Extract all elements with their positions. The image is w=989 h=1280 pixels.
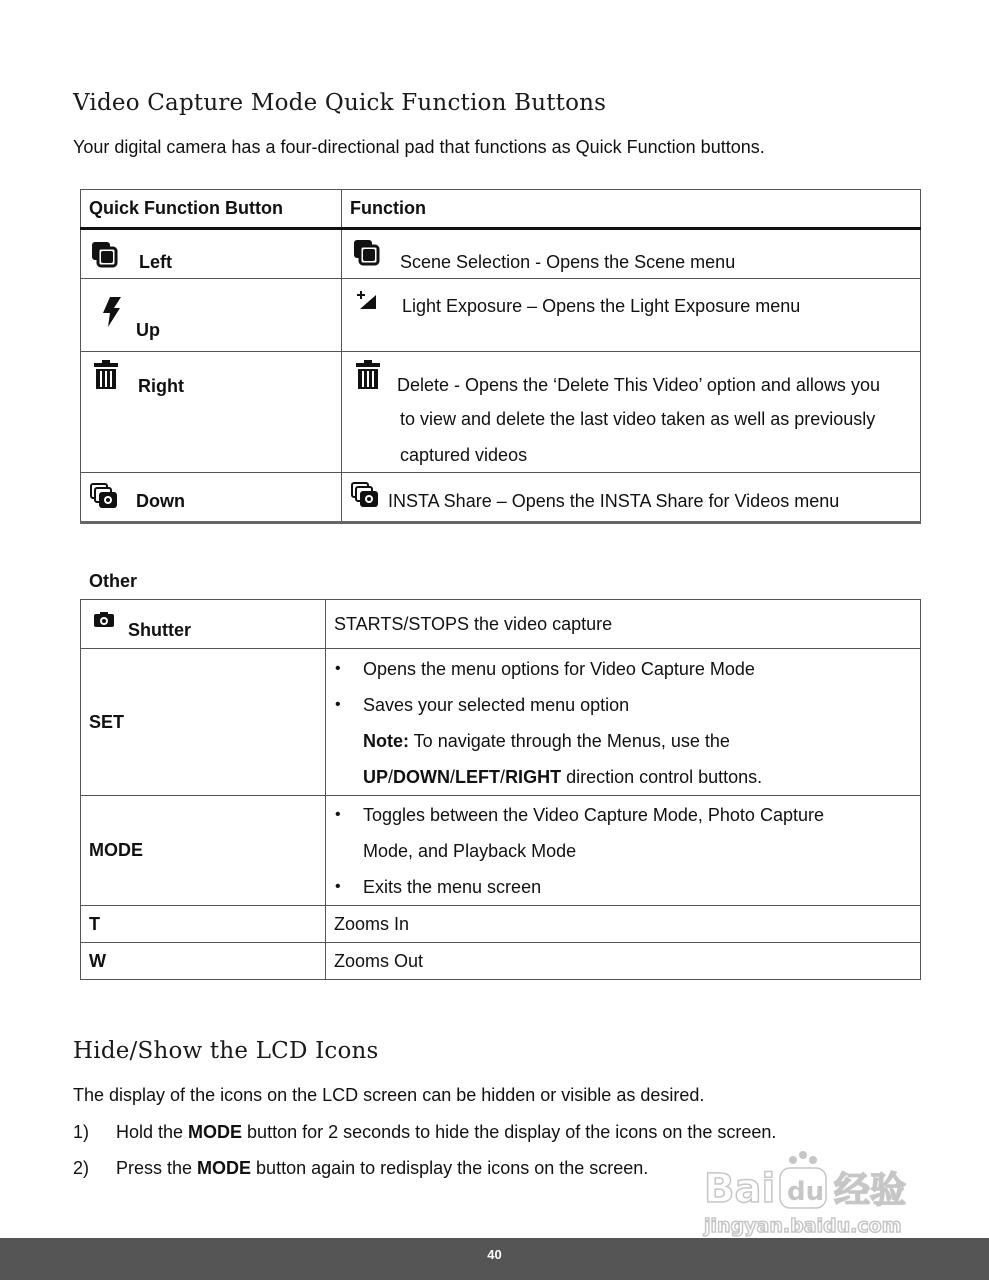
button-label-mode: MODE: [89, 840, 143, 860]
function-text-t: Zooms In: [334, 913, 410, 934]
page-footer: [0, 1238, 989, 1280]
mode-bullet1: Toggles between the Video Capture Mode, Photo Capture: [363, 805, 824, 825]
function-text-w: Zooms Out: [334, 950, 424, 971]
svg-text:jingyan.baidu.com: jingyan.baidu.com: [704, 1215, 902, 1237]
note-label: Note:: [363, 731, 409, 751]
page-number: 40: [487, 1247, 502, 1262]
table-row: [81, 600, 921, 649]
trash-icon: [355, 360, 381, 395]
dir-right: RIGHT: [505, 767, 562, 787]
section-title-video-capture: Video Capture Mode Quick Function Buttons: [73, 90, 607, 116]
slash: /: [450, 767, 456, 787]
insta-share-icon: [90, 483, 118, 514]
direction-buttons-line: [334, 759, 912, 795]
section-intro: Your digital camera has a four-directional pad that functions as Quick Function buttons.: [73, 137, 765, 157]
insta-share-icon: [351, 482, 379, 513]
step-bold: MODE: [197, 1158, 252, 1178]
exposure-icon: [356, 291, 378, 316]
table-row: [81, 906, 921, 943]
camera-icon: [93, 612, 115, 633]
function-text-right-line1: Delete - Opens the ‘Delete This Video’ option and allows you: [397, 375, 880, 395]
note-text: To navigate through the Menus, use the: [409, 731, 730, 751]
list-item: • Opens the menu options for Video Capture Mode: [334, 651, 912, 687]
slash: /: [500, 767, 506, 787]
button-label-right: Right: [138, 376, 184, 396]
set-note: [334, 723, 912, 759]
button-label-t: T: [89, 913, 100, 934]
step-number: 1): [73, 1122, 90, 1142]
other-buttons-table: [80, 599, 921, 980]
list-item: • Saves your selected menu option: [334, 687, 912, 723]
dir-left: LEFT: [455, 767, 501, 787]
svg-text:经验: 经验: [834, 1170, 907, 1211]
function-text-left: Scene Selection - Opens the Scene menu: [400, 252, 736, 272]
trash-icon: [93, 360, 119, 395]
dir-suffix: direction control buttons.: [561, 767, 763, 787]
button-label-w: W: [89, 950, 106, 971]
svg-text:du: du: [787, 1177, 825, 1207]
table-row: [81, 473, 921, 523]
scene-selection-icon: [352, 238, 380, 271]
button-label-set: SET: [89, 711, 125, 732]
header-function: Function: [342, 190, 921, 229]
button-label-left: Left: [139, 252, 172, 272]
list-item: • Exits the menu screen: [334, 869, 912, 905]
function-text-up: Light Exposure – Opens the Light Exposure menu: [402, 296, 801, 316]
baidu-watermark: [700, 1150, 940, 1240]
step-bold: MODE: [188, 1122, 243, 1142]
svg-text:Bai: Bai: [704, 1166, 776, 1212]
step-number: 2): [73, 1158, 90, 1178]
table-row: [81, 279, 921, 352]
button-label-down: Down: [136, 491, 185, 511]
step-pre: Hold the: [116, 1122, 189, 1142]
dir-up: UP: [363, 767, 389, 787]
table-row: [81, 796, 921, 906]
table-row: [81, 229, 921, 279]
step-pre: Press the: [116, 1158, 198, 1178]
table-row: [81, 352, 921, 473]
flash-icon: [101, 297, 123, 332]
step-post: button again to redisplay the icons on the screen.: [251, 1158, 649, 1178]
other-label: Other: [89, 571, 138, 591]
section-title-hide-show-lcd: Hide/Show the LCD Icons: [73, 1038, 379, 1064]
button-label-up: Up: [136, 320, 160, 340]
section2-intro: The display of the icons on the LCD screen can be hidden or visible as desired.: [73, 1085, 705, 1105]
function-text-right-line2: to view and delete the last video taken as well as previously: [400, 409, 876, 429]
dir-down: DOWN: [393, 767, 451, 787]
mode-bullet1-continued: Mode, and Playback Mode: [363, 841, 577, 861]
step-1: [73, 1122, 777, 1143]
list-item: [334, 797, 912, 833]
function-text-right-line3: captured videos: [400, 445, 528, 465]
table-row: [81, 943, 921, 980]
step-post: button for 2 seconds to hide the display of the icons on the screen.: [242, 1122, 777, 1142]
slash: /: [388, 767, 394, 787]
function-text-shutter: STARTS/STOPS the video capture: [334, 614, 613, 634]
step-2: [73, 1158, 649, 1179]
table-header-row: [81, 190, 921, 229]
function-text-down: INSTA Share – Opens the INSTA Share for Videos menu: [388, 491, 840, 511]
scene-selection-icon: [90, 240, 118, 273]
header-quick-function-button: Quick Function Button: [81, 190, 342, 229]
button-label-shutter: Shutter: [128, 620, 191, 640]
table-row: [81, 649, 921, 796]
quick-function-table: [80, 189, 921, 524]
